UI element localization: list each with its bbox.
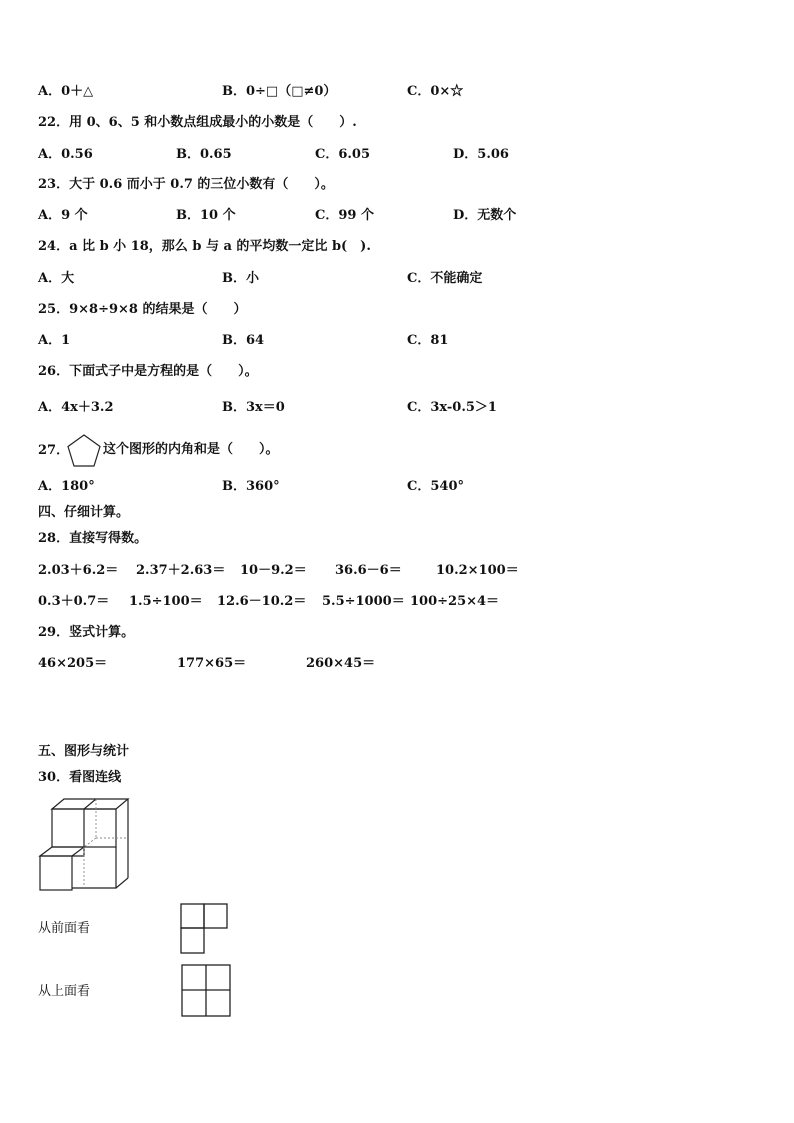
q21-option-b: B．0÷□（□≠0） bbox=[222, 84, 337, 99]
q28-item: 12.6－10.2＝ bbox=[217, 594, 307, 609]
q29-stem: 29．竖式计算。 bbox=[38, 625, 135, 640]
top-view-label: 从上面看 bbox=[38, 984, 91, 999]
q27-option-b: B．360° bbox=[222, 479, 280, 494]
q27-number: 27． bbox=[38, 443, 70, 458]
q28-stem: 28．直接写得数。 bbox=[38, 531, 148, 546]
q28-item: 2.03＋6.2＝ bbox=[38, 563, 119, 578]
q29-item: 260×45＝ bbox=[306, 656, 376, 671]
section-4-title: 四、仔细计算。 bbox=[38, 505, 130, 520]
section-5-title: 五、图形与统计 bbox=[38, 744, 130, 759]
q26-option-a: A．4x＋3.2 bbox=[38, 400, 114, 415]
q22-option-c: C．6.05 bbox=[315, 147, 371, 162]
q25-option-c: C．81 bbox=[407, 333, 449, 348]
q28-item: 5.5÷1000＝ bbox=[322, 594, 405, 609]
q23-option-d: D．无数个 bbox=[453, 208, 517, 223]
q26-stem: 26．下面式子中是方程的是（ ）。 bbox=[38, 364, 258, 379]
q25-option-b: B．64 bbox=[222, 333, 265, 348]
q22-stem: 22．用 0、6、5 和小数点组成最小的小数是（ ）. bbox=[38, 115, 357, 130]
q23-stem: 23．大于 0.6 而小于 0.7 的三位小数有（ ）。 bbox=[38, 177, 334, 192]
cube-arrangement-figure bbox=[36, 796, 132, 894]
q28-item: 2.37＋2.63＝ bbox=[136, 563, 226, 578]
q26-option-c: C．3x-0.5＞1 bbox=[407, 400, 497, 415]
q28-item: 10.2×100＝ bbox=[436, 563, 519, 578]
q25-option-a: A．1 bbox=[38, 333, 71, 348]
q29-item: 46×205＝ bbox=[38, 656, 108, 671]
q29-item: 177×65＝ bbox=[177, 656, 247, 671]
pentagon-figure bbox=[66, 434, 102, 468]
front-view-grid bbox=[180, 903, 230, 955]
q22-option-a: A．0.56 bbox=[38, 147, 93, 162]
q22-option-b: B．0.65 bbox=[176, 147, 232, 162]
q24-option-c: C．不能确定 bbox=[407, 271, 483, 286]
front-view-label: 从前面看 bbox=[38, 921, 91, 936]
q21-option-c: C．0×☆ bbox=[407, 84, 464, 99]
q26-option-b: B．3x＝0 bbox=[222, 400, 285, 415]
q28-item: 100÷25×4＝ bbox=[410, 594, 500, 609]
q24-stem: 24．a 比 b 小 18，那么 b 与 a 的平均数一定比 b( ). bbox=[38, 239, 371, 254]
q23-option-b: B．10 个 bbox=[176, 208, 236, 223]
q28-item: 0.3＋0.7＝ bbox=[38, 594, 110, 609]
top-view-grid bbox=[181, 964, 233, 1018]
q23-option-a: A．9 个 bbox=[38, 208, 88, 223]
q23-option-c: C．99 个 bbox=[315, 208, 374, 223]
q28-item: 1.5÷100＝ bbox=[129, 594, 203, 609]
q24-option-a: A．大 bbox=[38, 271, 75, 286]
q30-stem: 30．看图连线 bbox=[38, 770, 122, 785]
q25-stem: 25．9×8÷9×8 的结果是（ ） bbox=[38, 302, 247, 317]
q27-stem: 这个图形的内角和是（ ）。 bbox=[103, 442, 279, 457]
q22-option-d: D．5.06 bbox=[453, 147, 509, 162]
q24-option-b: B．小 bbox=[222, 271, 259, 286]
q28-item: 10－9.2＝ bbox=[240, 563, 307, 578]
q27-option-c: C．540° bbox=[407, 479, 464, 494]
q28-item: 36.6－6＝ bbox=[335, 563, 402, 578]
q21-option-a: A．0＋△ bbox=[38, 84, 94, 99]
q27-option-a: A．180° bbox=[38, 479, 95, 494]
